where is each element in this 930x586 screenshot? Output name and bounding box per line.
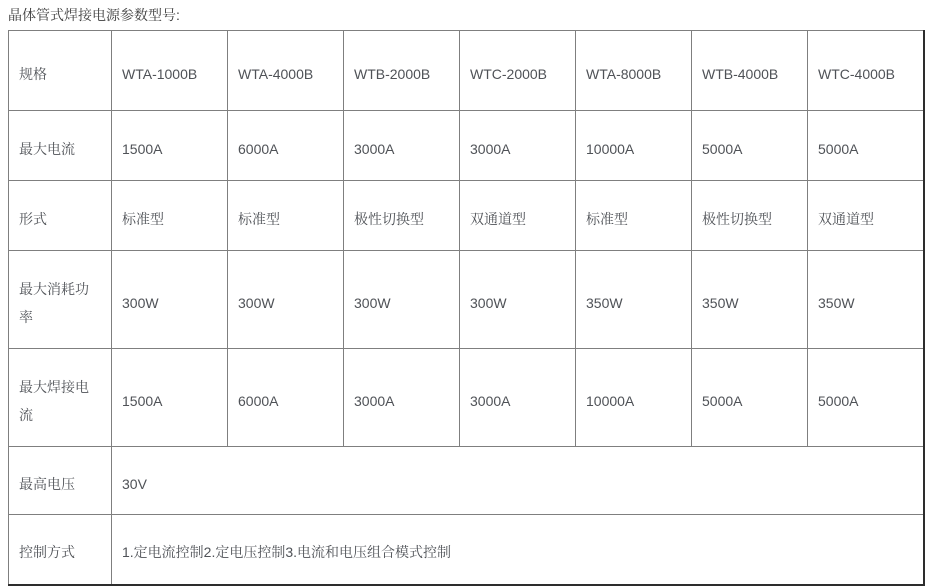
table-row <box>9 111 924 181</box>
value-cell: 300W <box>112 251 228 349</box>
row-label-cell: 形式 <box>9 181 112 251</box>
value-cell: 350W <box>576 251 692 349</box>
value-cell: 标准型 <box>576 181 692 251</box>
table-row <box>9 251 924 349</box>
value-cell: 350W <box>692 251 808 349</box>
table-row <box>9 447 924 515</box>
value-cell: 3000A <box>460 349 576 447</box>
value-cell: 1500A <box>112 111 228 181</box>
header-model-cell: WTA-1000B <box>112 31 228 111</box>
value-cell: 5000A <box>692 349 808 447</box>
value-cell: 5000A <box>692 111 808 181</box>
table-header-row <box>9 31 924 111</box>
value-cell: 标准型 <box>228 181 344 251</box>
row-label-cell: 最大电流 <box>9 111 112 181</box>
value-cell: 300W <box>228 251 344 349</box>
header-spec-cell: 规格 <box>9 31 112 111</box>
table-row <box>9 515 924 585</box>
value-cell: 标准型 <box>112 181 228 251</box>
value-cell: 6000A <box>228 349 344 447</box>
value-cell: 10000A <box>576 349 692 447</box>
value-cell: 5000A <box>808 349 924 447</box>
spec-table <box>8 30 925 586</box>
value-cell: 3000A <box>344 349 460 447</box>
header-model-cell: WTB-2000B <box>344 31 460 111</box>
value-cell: 10000A <box>576 111 692 181</box>
value-cell: 30V <box>112 447 924 515</box>
row-label-cell: 控制方式 <box>9 515 112 585</box>
value-cell: 极性切换型 <box>344 181 460 251</box>
row-label-cell: 最大焊接电流 <box>9 349 112 447</box>
table-row <box>9 349 924 447</box>
spec-table-body <box>9 111 924 585</box>
value-cell: 双通道型 <box>808 181 924 251</box>
value-cell: 5000A <box>808 111 924 181</box>
value-cell: 1500A <box>112 349 228 447</box>
table-row <box>9 181 924 251</box>
header-model-cell: WTB-4000B <box>692 31 808 111</box>
value-cell: 双通道型 <box>460 181 576 251</box>
row-label-cell: 最大消耗功率 <box>9 251 112 349</box>
value-cell: 3000A <box>460 111 576 181</box>
header-model-cell: WTC-4000B <box>808 31 924 111</box>
value-cell: 3000A <box>344 111 460 181</box>
value-cell: 1.定电流控制2.定电压控制3.电流和电压组合模式控制 <box>112 515 924 585</box>
value-cell: 300W <box>344 251 460 349</box>
value-cell: 300W <box>460 251 576 349</box>
value-cell: 6000A <box>228 111 344 181</box>
header-model-cell: WTA-4000B <box>228 31 344 111</box>
header-model-cell: WTA-8000B <box>576 31 692 111</box>
page-title: 晶体管式焊接电源参数型号: <box>8 7 180 23</box>
value-cell: 350W <box>808 251 924 349</box>
row-label-cell: 最高电压 <box>9 447 112 515</box>
header-model-cell: WTC-2000B <box>460 31 576 111</box>
value-cell: 极性切换型 <box>692 181 808 251</box>
